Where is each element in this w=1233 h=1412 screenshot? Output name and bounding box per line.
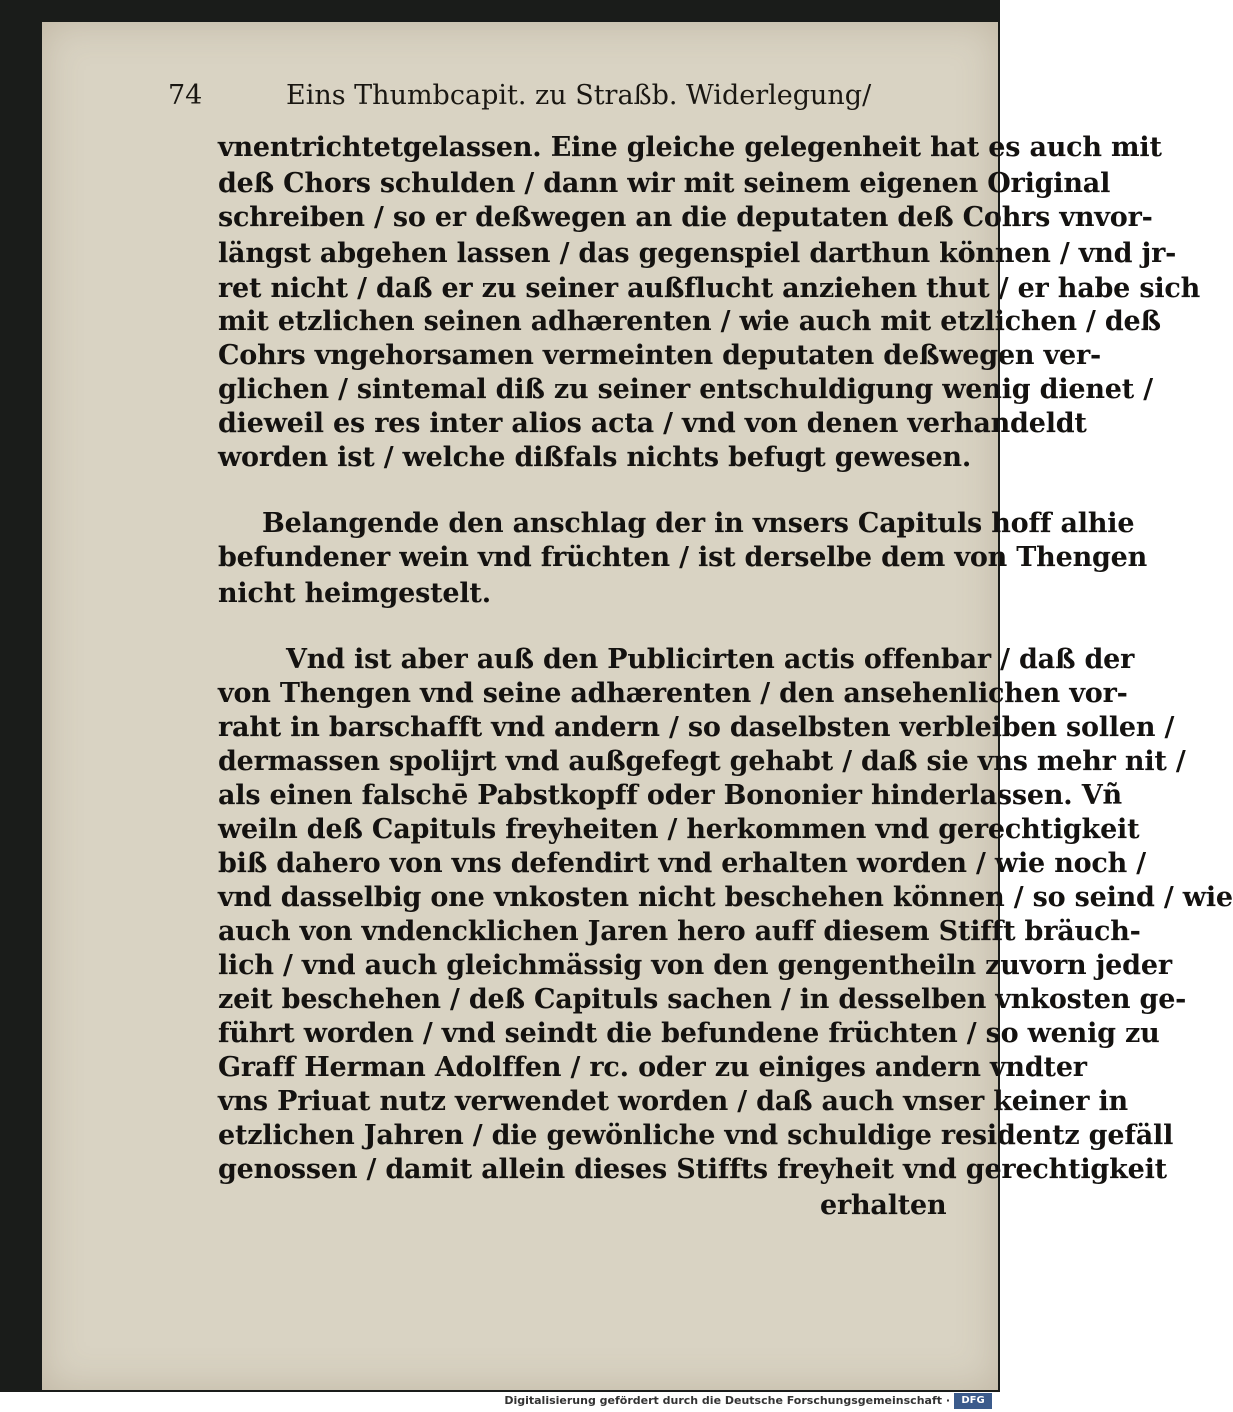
text-line: raht in barschafft vnd andern / so daselbsten verbleiben sollen / bbox=[218, 712, 1175, 743]
text-line: längst abgehen lassen / das gegenspiel darthun können / vnd jr- bbox=[218, 238, 1177, 269]
running-title: Eins Thumbcapit. zu Straßb. Widerlegung/ bbox=[286, 80, 872, 111]
text-line: befundener wein vnd früchten / ist derselbe dem von Thengen bbox=[218, 542, 1148, 573]
text-line: Vnd ist aber auß den Publicirten actis offenbar / daß der bbox=[286, 644, 1135, 675]
text-line: erhalten bbox=[820, 1190, 947, 1221]
text-line: vnd dasselbig one vnkosten nicht beschehen können / so seind / wie bbox=[218, 882, 1233, 913]
text-line: von Thengen vnd seine adhærenten / den ansehenlichen vor- bbox=[218, 678, 1128, 709]
text-line: lich / vnd auch gleichmässig von den gengentheiln zuvorn jeder bbox=[218, 950, 1172, 981]
text-line: genossen / damit allein dieses Stiffts freyheit vnd gerechtigkeit bbox=[218, 1154, 1167, 1185]
text-line: ret nicht / daß er zu seiner außflucht anziehen thut / er habe sich bbox=[218, 273, 1201, 304]
text-line: vnentrichtetgelassen. Eine gleiche gelegenheit hat es auch mit bbox=[218, 132, 1162, 163]
dfg-logo: DFG bbox=[954, 1393, 992, 1409]
text-line: dermassen spolijrt vnd außgefegt gehabt / daß sie vns mehr nit / bbox=[218, 746, 1186, 777]
text-line: worden ist / welche dißfals nichts befugt gewesen. bbox=[218, 442, 972, 473]
footer-bar bbox=[0, 1392, 1000, 1412]
text-line: zeit beschehen / deß Capituls sachen / in desselben vnkosten ge- bbox=[218, 984, 1187, 1015]
text-line: als einen falschē Pabstkopff oder Bononier hinderlassen. Vñ bbox=[218, 780, 1122, 811]
text-line: führt worden / vnd seindt die befundene früchten / so wenig zu bbox=[218, 1018, 1160, 1049]
text-line: etzlichen Jahren / die gewönliche vnd schuldige residentz gefäll bbox=[218, 1120, 1174, 1151]
text-line: biß dahero von vns defendirt vnd erhalten worden / wie noch / bbox=[218, 848, 1146, 879]
text-line: dieweil es res inter alios acta / vnd von denen verhandeldt bbox=[218, 408, 1087, 439]
text-line: deß Chors schulden / dann wir mit seinem eigenen Original bbox=[218, 168, 1111, 199]
text-line: auch von vndencklichen Jaren hero auff diesem Stifft bräuch- bbox=[218, 916, 1141, 947]
text-line: glichen / sintemal diß zu seiner entschuldigung wenig dienet / bbox=[218, 374, 1153, 405]
text-line: vns Priuat nutz verwendet worden / daß auch vnser keiner in bbox=[218, 1086, 1128, 1117]
text-line: nicht heimgestelt. bbox=[218, 578, 491, 609]
funding-credit: Digitalisierung gefördert durch die Deutsche Forschungsgemeinschaft · bbox=[504, 1394, 950, 1407]
page-number: 74 bbox=[168, 80, 203, 111]
text-line: Cohrs vngehorsamen vermeinten deputaten deßwegen ver- bbox=[218, 340, 1102, 371]
running-header bbox=[168, 80, 928, 120]
text-line: schreiben / so er deßwegen an die deputaten deß Cohrs vnvor- bbox=[218, 202, 1153, 233]
text-line: Graff Herman Adolffen / rc. oder zu einiges andern vndter bbox=[218, 1052, 1087, 1083]
text-line: Belangende den anschlag der in vnsers Capituls hoff alhie bbox=[262, 508, 1135, 539]
text-line: weiln deß Capituls freyheiten / herkommen vnd gerechtigkeit bbox=[218, 814, 1140, 845]
text-line: mit etzlichen seinen adhærenten / wie auch mit etzlichen / deß bbox=[218, 306, 1161, 337]
